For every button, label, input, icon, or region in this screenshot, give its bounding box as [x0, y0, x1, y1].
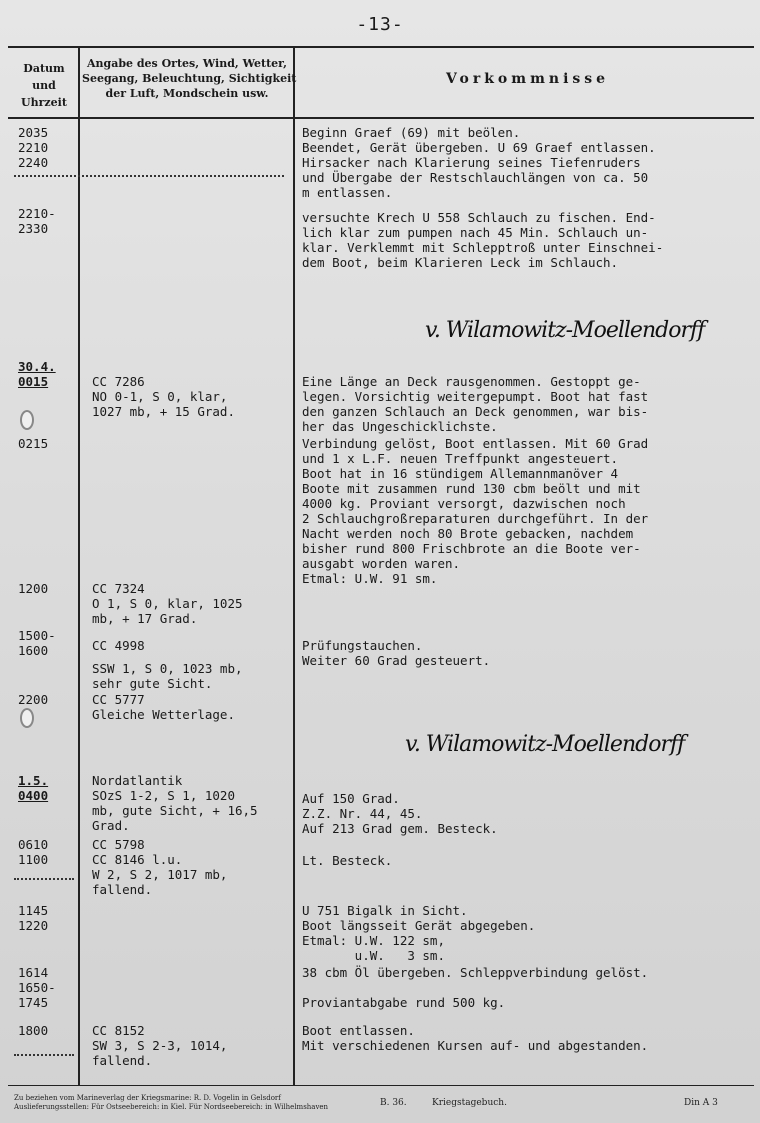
entry-time-text: 1.5. 0400: [18, 773, 49, 803]
entry-place: CC 8152 SW 3, S 2-3, 1014, fallend.: [92, 1023, 228, 1068]
entry-time: 1500- 1600: [18, 628, 56, 658]
entry-event: versuchte Krech U 558 Schlauch zu fischen. End- lich klar zum pumpen nach 45 Min. Schlauch un- klar. Verklemmt mit Schlepptroß unter Einschnei- dem Boot, beim Klarieren Leck im Schlauch.: [302, 210, 664, 270]
entry-place: CC 7324 O 1, S 0, klar, 1025 mb, + 17 Grad.: [92, 581, 243, 626]
entry-place: CC 5798 CC 8146 l.u. W 2, S 2, 1017 mb, fallend.: [92, 837, 228, 897]
entry-time: 1200: [18, 581, 49, 596]
entry-event: Weiter 60 Grad gesteuert.: [302, 653, 491, 668]
entry-event: Lt. Besteck.: [302, 853, 393, 868]
entry-event: Auf 150 Grad. Z.Z. Nr. 44, 45. Auf 213 Grad gem. Besteck.: [302, 791, 498, 836]
punch-hole: [20, 410, 34, 430]
signature: v. Wilamowitz-Moellendorff: [425, 318, 705, 343]
entry-time: 2200: [18, 692, 49, 707]
entry-event: Prüfungstauchen.: [302, 638, 423, 653]
dotted-separator: [14, 1054, 74, 1056]
footer-publisher: Zu beziehen vom Marineverlag der Kriegsmarine: R. D. Vogelin in Gelsdorf Auslieferungsstellen: Für Ostseebereich: in Kiel. Für Nordseebereich: in Wilhelmshaven: [14, 1094, 329, 1111]
entry-time: [18, 773, 76, 803]
header-bottom-border: [8, 117, 754, 119]
entry-event: Etmal: U.W. 122 sm, u.W. 3 sm.: [302, 933, 445, 963]
header-date-time-text: Datum und Uhrzeit: [21, 62, 67, 109]
entry-event: Verbindung gelöst, Boot entlassen. Mit 60 Grad und 1 x L.F. neuen Treffpunkt angesteuert. Boot hat in 16 stündigem Allemannmanöver 4 Boote mit zusammen rund 130 cbm beölt und mit 4000 kg. Proviant versorgt, dazwischen noch 2 Schlauchgroßreparaturen durchgeführt. In der Nacht werden noch 80 Brote gebacken, nachdem bisher rund 800 Frischbrote an die Boote ver- ausgabt worden waren.: [302, 436, 649, 571]
header-date-time: [12, 60, 76, 111]
dotted-separator: [14, 878, 74, 880]
etmal-text: Etmal: U.W. 91 sm.: [302, 571, 438, 586]
page-number: -13-: [356, 14, 404, 35]
entry-place: CC 5777 Gleiche Wetterlage.: [92, 692, 235, 722]
column-divider-1: [78, 46, 80, 1086]
entry-event: Beginn Graef (69) mit beölen. Beendet, Gerät übergeben. U 69 Graef entlassen. Hirsacker nach Klarierung seines Tiefenruders und Übergabe der Restschlauchlängen von ca. 50 m entlassen.: [302, 125, 656, 200]
entry-event: U 751 Bigalk in Sicht. Boot längsseit Gerät abgegeben.: [302, 903, 536, 933]
entry-time: 2210- 2330: [18, 206, 56, 236]
entry-event: Eine Länge an Deck rausgenommen. Gestoppt ge- legen. Vorsichtig weitergepumpt. Boot hat fast den ganzen Schlauch an Deck genommen, war bis- her das Ungeschicklichste.: [302, 374, 649, 434]
entry-event: [302, 571, 758, 586]
entry-time: 2035 2210 2240: [18, 125, 49, 170]
entry-place: SSW 1, S 0, 1023 mb, sehr gute Sicht.: [92, 661, 243, 691]
entry-place: CC 7286 NO 0-1, S 0, klar, 1027 mb, + 15 Grad.: [92, 374, 235, 419]
header-place-weather-text: Angabe des Ortes, Wind, Wetter, Seegang, Beleuchtung, Sichtigkeit der Luft, Mondschein usw.: [82, 57, 297, 100]
table-top-border: [8, 46, 754, 48]
entry-event: Boot entlassen. Mit verschiedenen Kursen auf- und abgestanden.: [302, 1023, 649, 1053]
header-place-weather: [82, 56, 297, 101]
footer-paper-size: Din A 3: [684, 1098, 718, 1108]
footer-title: Kriegstagebuch.: [432, 1098, 507, 1108]
entry-time: [18, 359, 76, 389]
entry-time: 0610 1100: [18, 837, 49, 867]
footer-form-number: B. 36.: [380, 1098, 407, 1108]
entry-time: 1145 1220: [18, 903, 49, 933]
entry-time: 0215: [18, 436, 49, 451]
entry-place: CC 4998: [92, 638, 145, 653]
column-divider-2: [293, 46, 295, 1086]
entry-time-text: 30.4. 0015: [18, 359, 56, 389]
signature: v. Wilamowitz-Moellendorff: [405, 732, 685, 757]
dotted-separator: [14, 175, 284, 177]
entry-place: Nordatlantik SOzS 1-2, S 1, 1020 mb, gute Sicht, + 16,5 Grad.: [92, 773, 258, 833]
header-events: Vorkommnisse: [445, 71, 610, 87]
table-bottom-border: [8, 1085, 754, 1086]
entry-time: 1800: [18, 1023, 49, 1038]
entry-time: 1614 1650- 1745: [18, 965, 56, 1010]
entry-event: 38 cbm Öl übergeben. Schleppverbindung gelöst. Proviantabgabe rund 500 kg.: [302, 965, 649, 1010]
punch-hole: [20, 708, 34, 728]
